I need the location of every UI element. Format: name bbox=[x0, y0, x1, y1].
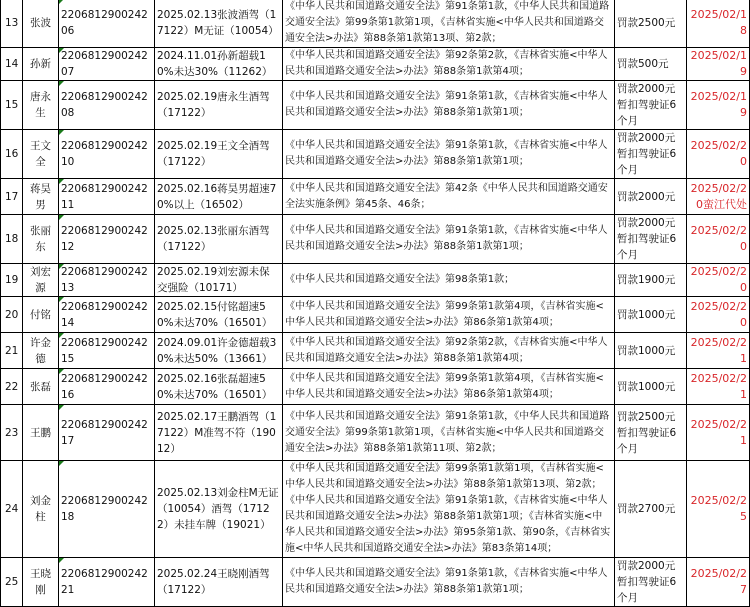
case-number: 220681290024221 bbox=[59, 558, 155, 607]
violation-fact: 2025.02.16蒋昊男超速70%以上（16502） bbox=[155, 179, 283, 215]
decision-date: 2025/02/27 bbox=[687, 558, 750, 607]
person-name: 张磊 bbox=[23, 369, 59, 405]
table-row bbox=[1, 179, 750, 215]
row-number: 25 bbox=[1, 558, 23, 607]
person-name: 刘金柱 bbox=[23, 461, 59, 558]
penalty: 罚款1000元 bbox=[615, 369, 687, 405]
table-row bbox=[1, 215, 750, 264]
row-number: 13 bbox=[1, 0, 23, 48]
violation-fact: 2025.02.13刘金柱M无证（10054）酒驾（17122）未挂车牌（19021） bbox=[155, 461, 283, 558]
case-number: 220681290024208 bbox=[59, 81, 155, 130]
case-number: 220681290024212 bbox=[59, 215, 155, 264]
case-number: 220681290024210 bbox=[59, 130, 155, 179]
legal-basis: 《中华人民共和国道路交通安全法》第91条第1款，《吉林省实施<中华人民共和国道路交通安全法>办法》第88条第1款第1项； bbox=[283, 81, 615, 130]
violation-fact: 2025.02.13张波酒驾（17122）M无证（10054） bbox=[155, 0, 283, 48]
penalty: 罚款500元 bbox=[615, 48, 687, 81]
row-number: 14 bbox=[1, 48, 23, 81]
row-number: 19 bbox=[1, 264, 23, 297]
row-number: 16 bbox=[1, 130, 23, 179]
legal-basis: 《中华人民共和国道路交通安全法》第91条第1款，《中华人民共和国道路交通安全法》第99条第1款第1项，《吉林省实施<中华人民共和国道路交通安全法>办法》第88条第1款第11项、第2款； bbox=[283, 405, 615, 461]
legal-basis: 《中华人民共和国道路交通安全法》第98条第1款； bbox=[283, 264, 615, 297]
person-name: 王晓刚 bbox=[23, 558, 59, 607]
violation-fact: 2025.02.13张丽东酒驾（17122） bbox=[155, 215, 283, 264]
decision-date: 2025/02/20 bbox=[687, 264, 750, 297]
legal-basis: 《中华人民共和国道路交通安全法》第99条第1款第4项，《吉林省实施<中华人民共和国道路交通安全法>办法》第86条第1款第4项； bbox=[283, 369, 615, 405]
decision-date: 2025/02/20蛮江代处 bbox=[687, 179, 750, 215]
penalty: 罚款2000元暂扣驾驶证6个月 bbox=[615, 81, 687, 130]
legal-basis: 《中华人民共和国道路交通安全法》第91条第1款，《中华人民共和国道路交通安全法》第99条第1款第1项，《吉林省实施<中华人民共和国道路交通安全法>办法》第88条第1款第13项、第2款； bbox=[283, 0, 615, 48]
table-row bbox=[1, 297, 750, 333]
legal-basis: 《中华人民共和国道路交通安全法》第42条《中华人民共和国道路交通安全法实施条例》第45条、46条； bbox=[283, 179, 615, 215]
violation-fact: 2025.02.19刘宏源未保交强险（10171） bbox=[155, 264, 283, 297]
violation-fact: 2025.02.19唐永生酒驾（17122） bbox=[155, 81, 283, 130]
person-name: 王文全 bbox=[23, 130, 59, 179]
violation-fact: 2025.02.19王文全酒驾（17122） bbox=[155, 130, 283, 179]
violation-fact: 2025.02.24王晓刚酒驾（17122） bbox=[155, 558, 283, 607]
row-number: 24 bbox=[1, 461, 23, 558]
case-number: 220681290024213 bbox=[59, 264, 155, 297]
person-name: 蒋昊男 bbox=[23, 179, 59, 215]
case-number: 220681290024211 bbox=[59, 179, 155, 215]
penalty: 罚款2500元暂扣驾驶证6个月 bbox=[615, 405, 687, 461]
person-name: 刘宏源 bbox=[23, 264, 59, 297]
penalty: 罚款1000元 bbox=[615, 333, 687, 369]
legal-basis: 《中华人民共和国道路交通安全法》第91条第1款，《吉林省实施<中华人民共和国道路交通安全法>办法》第88条第1款第1项； bbox=[283, 558, 615, 607]
penalty: 罚款2700元 bbox=[615, 461, 687, 558]
penalty: 罚款2000元暂扣驾驶证6个月 bbox=[615, 558, 687, 607]
decision-date: 2025/02/18 bbox=[687, 0, 750, 48]
legal-basis: 《中华人民共和国道路交通安全法》第92条第2款，《吉林省实施<中华人民共和国道路交通安全法>办法》第88条第1款第4项； bbox=[283, 48, 615, 81]
person-name: 唐永生 bbox=[23, 81, 59, 130]
case-number: 220681290024216 bbox=[59, 369, 155, 405]
violation-fact: 2024.09.01许金德超载30%未达50%（13661） bbox=[155, 333, 283, 369]
row-number: 23 bbox=[1, 405, 23, 461]
penalty: 罚款1900元 bbox=[615, 264, 687, 297]
person-name: 张丽东 bbox=[23, 215, 59, 264]
person-name: 许金德 bbox=[23, 333, 59, 369]
table-row bbox=[1, 461, 750, 558]
decision-date: 2025/02/20 bbox=[687, 297, 750, 333]
violation-fact: 2025.02.15付铭超速50%未达70%（16501） bbox=[155, 297, 283, 333]
person-name: 付铭 bbox=[23, 297, 59, 333]
violation-fact: 2025.02.16张磊超速50%未达70%（16501） bbox=[155, 369, 283, 405]
row-number: 22 bbox=[1, 369, 23, 405]
case-number: 220681290024214 bbox=[59, 297, 155, 333]
decision-date: 2025/02/21 bbox=[687, 333, 750, 369]
penalty: 罚款2000元 bbox=[615, 179, 687, 215]
row-number: 15 bbox=[1, 81, 23, 130]
legal-basis: 《中华人民共和国道路交通安全法》第99条第1款第1项，《吉林省实施<中华人民共和国道路交通安全法>办法》第88条第1款第13项、第2款；《中华人民共和国道路交通安全法》第91条第1款，《吉林省实施<中华人民共和国道路交通安全法>办法》第88条第1款第1项；《吉林省实施<中华人民共和国道路交通安全法>办法》第95条第1款、第90条，《吉林省实施<中华人民共和国道路交通安全法>办法》第83条第14项； bbox=[283, 461, 615, 558]
person-name: 王鹏 bbox=[23, 405, 59, 461]
legal-basis: 《中华人民共和国道路交通安全法》第91条第1款，《吉林省实施<中华人民共和国道路交通安全法>办法》第88条第1款第1项； bbox=[283, 130, 615, 179]
table-row bbox=[1, 405, 750, 461]
table-row bbox=[1, 558, 750, 607]
legal-basis: 《中华人民共和国道路交通安全法》第91条第1款，《吉林省实施<中华人民共和国道路交通安全法>办法》第88条第1款第1项； bbox=[283, 215, 615, 264]
decision-date: 2025/02/21 bbox=[687, 405, 750, 461]
row-number: 21 bbox=[1, 333, 23, 369]
case-number: 220681290024206 bbox=[59, 0, 155, 48]
table-row bbox=[1, 264, 750, 297]
penalty: 罚款2500元 bbox=[615, 0, 687, 48]
person-name: 张波 bbox=[23, 0, 59, 48]
table-body bbox=[1, 0, 750, 607]
table-row bbox=[1, 81, 750, 130]
decision-date: 2025/02/19 bbox=[687, 48, 750, 81]
decision-date: 2025/02/19 bbox=[687, 81, 750, 130]
case-number: 220681290024207 bbox=[59, 48, 155, 81]
row-number: 17 bbox=[1, 179, 23, 215]
row-number: 18 bbox=[1, 215, 23, 264]
decision-date: 2025/02/25 bbox=[687, 461, 750, 558]
violation-fact: 2024.11.01孙新超载10%未达30%（11262） bbox=[155, 48, 283, 81]
case-number: 220681290024217 bbox=[59, 405, 155, 461]
penalty: 罚款2000元暂扣驾驶证6个月 bbox=[615, 130, 687, 179]
decision-date: 2025/02/20 bbox=[687, 215, 750, 264]
violation-fact: 2025.02.17王鹏酒驾（17122）M准驾不符（19012） bbox=[155, 405, 283, 461]
table-row bbox=[1, 369, 750, 405]
table-row bbox=[1, 0, 750, 48]
table-row bbox=[1, 333, 750, 369]
case-number: 220681290024215 bbox=[59, 333, 155, 369]
table-row bbox=[1, 48, 750, 81]
table-row bbox=[1, 130, 750, 179]
penalty: 罚款2000元暂扣驾驶证6个月 bbox=[615, 215, 687, 264]
case-number: 220681290024218 bbox=[59, 461, 155, 558]
penalty: 罚款1000元 bbox=[615, 297, 687, 333]
decision-date: 2025/02/21 bbox=[687, 369, 750, 405]
person-name: 孙新 bbox=[23, 48, 59, 81]
decision-date: 2025/02/20 bbox=[687, 130, 750, 179]
legal-basis: 《中华人民共和国道路交通安全法》第92条第2款，《吉林省实施<中华人民共和国道路交通安全法>办法》第88条第1款第4项； bbox=[283, 333, 615, 369]
row-number: 20 bbox=[1, 297, 23, 333]
legal-basis: 《中华人民共和国道路交通安全法》第99条第1款第4项，《吉林省实施<中华人民共和国道路交通安全法>办法》第86条第1款第4项； bbox=[283, 297, 615, 333]
